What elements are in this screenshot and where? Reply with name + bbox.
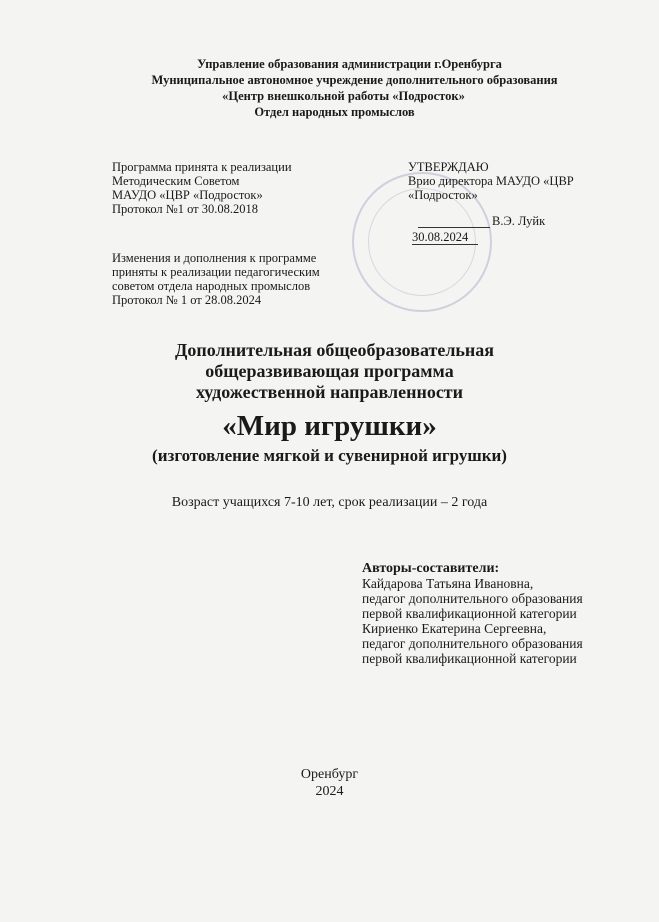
program-line-3: художественной направленности	[195, 382, 464, 402]
program-line-1: Дополнительная общеобразовательная	[174, 340, 495, 360]
author-2-category: первой квалификационной категории	[362, 651, 577, 666]
author-1-name: Кайдарова Татьяна Ивановна,	[362, 576, 534, 591]
author-1-role: педагог дополнительного образования	[362, 591, 583, 606]
program-subtitle: (изготовление мягкой и сувенирной игрушки)	[152, 446, 507, 465]
program-line-2: общеразвивающая программа	[205, 361, 454, 381]
author-2-role: педагог дополнительного образования	[362, 636, 583, 651]
approval-right-line-2: «Подросток»	[408, 188, 478, 202]
approval-block-left	[112, 160, 292, 216]
header-line-3: «Центр внешкольной работы «Подросток»	[222, 89, 465, 103]
program-name: «Мир игрушки»	[222, 410, 437, 442]
approval-left-line-4: Протокол №1 от 30.08.2018	[112, 202, 259, 216]
signature-row	[408, 214, 574, 228]
changes-line-1: Изменения и дополнения к программе	[112, 251, 317, 265]
approval-title: УТВЕРЖДАЮ	[408, 160, 489, 174]
approval-block-right	[408, 160, 574, 244]
footer-city: Оренбург	[300, 767, 359, 782]
approval-date-row	[408, 230, 574, 244]
authors-block	[362, 561, 583, 666]
changes-line-3: советом отдела народных промыслов	[112, 279, 311, 293]
changes-block	[112, 251, 320, 307]
organization-header	[0, 56, 659, 120]
signer-name: В.Э. Луйк	[492, 214, 546, 228]
header-line-1: Управление образования администрации г.Оренбурга	[197, 57, 502, 71]
authors-heading: Авторы-составители:	[362, 561, 500, 576]
program-type-title	[0, 340, 659, 403]
header-line-2: Муниципальное автономное учреждение дополнительного образования	[151, 73, 558, 87]
approval-right-line-1: Врио директора МАУДО «ЦВР	[408, 174, 574, 188]
approval-left-line-3: МАУДО «ЦВР «Подросток»	[112, 188, 263, 202]
approval-left-line-1: Программа принята к реализации	[112, 160, 292, 174]
header-line-4: Отдел народных промыслов	[254, 105, 415, 119]
footer-year: 2024	[315, 784, 344, 799]
author-1-category: первой квалификационной категории	[362, 606, 577, 621]
age-and-duration: Возраст учащихся 7-10 лет, срок реализации – 2 года	[171, 495, 488, 510]
approval-left-line-2: Методическим Советом	[112, 174, 240, 188]
changes-line-4: Протокол № 1 от 28.08.2024	[112, 293, 262, 307]
approval-date: 30.08.2024	[412, 230, 478, 245]
signature-line	[418, 216, 490, 228]
footer	[0, 766, 659, 800]
changes-line-2: приняты к реализации педагогическим	[112, 265, 320, 279]
author-2-name: Кириенко Екатерина Сергеевна,	[362, 621, 547, 636]
